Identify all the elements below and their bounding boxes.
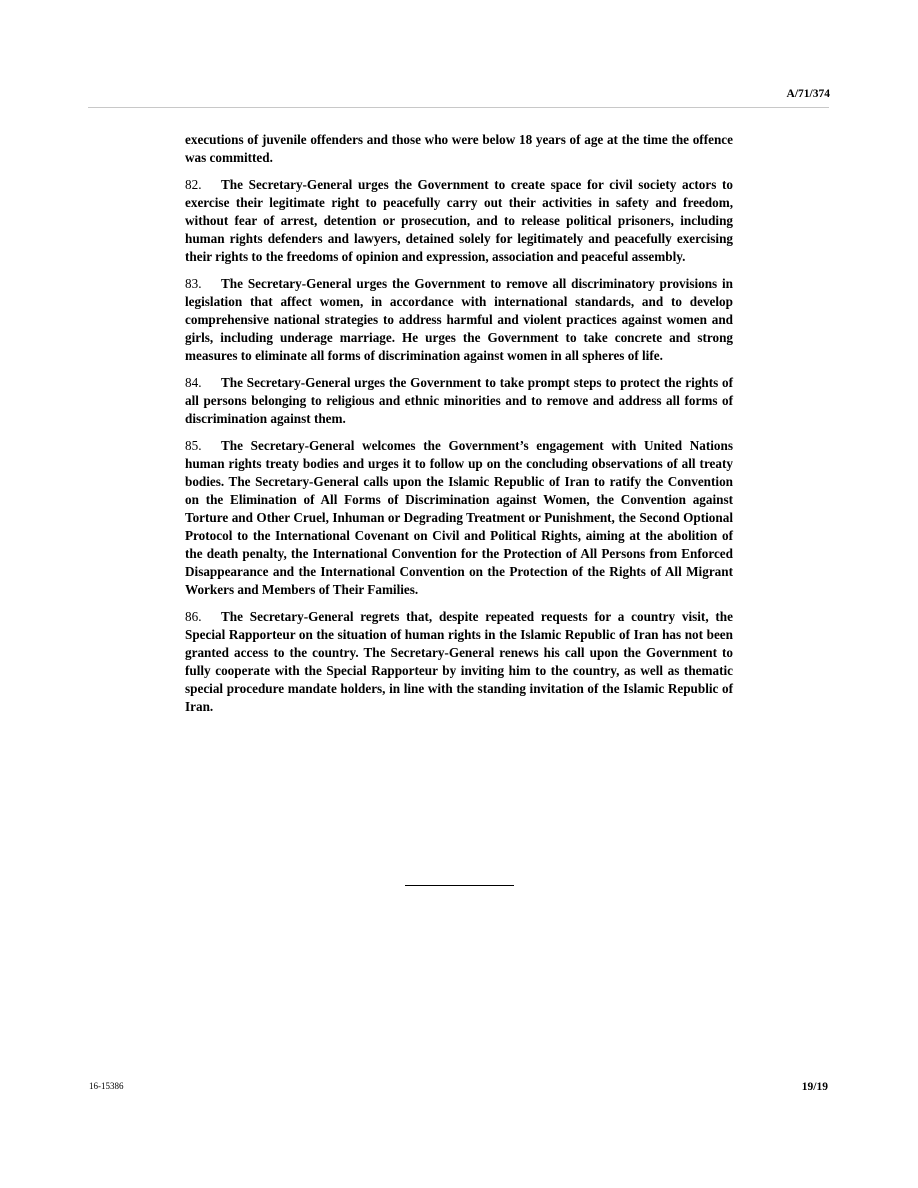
job-number: 16-15386 — [89, 1081, 124, 1091]
paragraph-82 — [185, 176, 733, 266]
paragraph-text: The Secretary-General welcomes the Government’s engagement with United Nations human rights treaty bodies and urges it to follow up on the concluding observations of all treaty bodies. The Secretary-General calls upon the Islamic Republic of Iran to ratify the Convention on the Elimination of All Forms of Discrimination against Women, the Convention against Torture and Other Cruel, Inhuman or Degrading Treatment or Punishment, the Second Optional Protocol to the International Covenant on Civil and Political Rights, aiming at the abolition of the death penalty, the International Convention for the Protection of All Persons from Enforced Disappearance and the International Convention on the Protection of the Rights of All Migrant Workers and Members of Their Families. — [185, 438, 733, 597]
document-symbol: A/71/374 — [786, 88, 830, 100]
paragraph-85 — [185, 437, 733, 599]
paragraph-number: 83. — [185, 276, 202, 291]
paragraph-text: executions of juvenile offenders and those who were below 18 years of age at the time the offence was committed. — [185, 132, 733, 165]
end-of-document-rule — [405, 885, 514, 886]
paragraph-86 — [185, 608, 733, 716]
header-rule — [88, 107, 829, 108]
paragraph-83 — [185, 275, 733, 365]
body-text — [185, 131, 733, 725]
paragraph-number: 85. — [185, 438, 202, 453]
paragraph-number: 82. — [185, 177, 202, 192]
paragraph-continuation — [185, 131, 733, 167]
paragraph-84 — [185, 374, 733, 428]
paragraph-text: The Secretary-General urges the Government to remove all discriminatory provisions in legislation that affect women, in accordance with international standards, and to develop comprehensive national strategies to address harmful and violent practices against women and girls, including underage marriage. He urges the Government to take concrete and strong measures to eliminate all forms of discrimination against women in all spheres of life. — [185, 276, 733, 363]
paragraph-text: The Secretary-General urges the Government to create space for civil society actors to exercise their legitimate right to peacefully carry out their activities in safety and freedom, without fear of arrest, detention or prosecution, and to release political prisoners, including human rights defenders and lawyers, detained solely for legitimately and peacefully exercising their rights to the freedoms of opinion and expression, association and peaceful assembly. — [185, 177, 733, 264]
paragraph-number: 86. — [185, 609, 202, 624]
paragraph-text: The Secretary-General urges the Government to take prompt steps to protect the rights of all persons belonging to religious and ethnic minorities and to remove and address all forms of discrimination against them. — [185, 375, 733, 426]
page-number: 19/19 — [801, 1081, 828, 1093]
paragraph-text: The Secretary-General regrets that, despite repeated requests for a country visit, the Special Rapporteur on the situation of human rights in the Islamic Republic of Iran has not been granted access to the country. The Secretary-General renews his call upon the Government to fully cooperate with the Special Rapporteur by inviting him to the country, as well as thematic special procedure mandate holders, in line with the standing invitation of the Islamic Republic of Iran. — [185, 609, 733, 714]
paragraph-number: 84. — [185, 375, 202, 390]
